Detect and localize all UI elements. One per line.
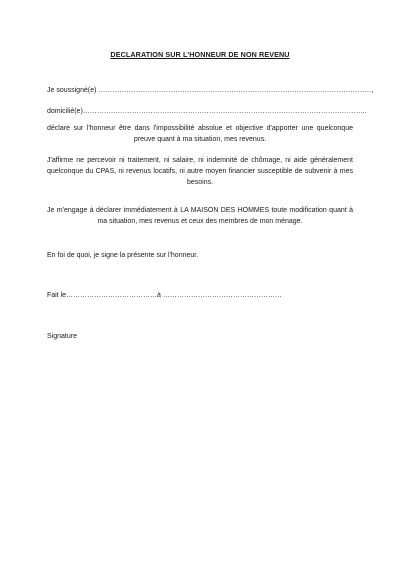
declaration-paragraph: déclare sur l'honneur être dans l'impossibilité absolue et objective d'apporter une quelconque preuve quant à ma situation, mes revenus. — [47, 125, 353, 143]
foi-paragraph: En foi de quoi, je signe la présente sur l'honneur. — [47, 252, 199, 259]
domicilie-line: domicilié(e)………………………………………………………………………………………………………….. — [47, 108, 367, 115]
fait-le-line: Fait le…………………………………à …………………………………………… — [47, 292, 282, 299]
signature-label: Signature — [47, 333, 77, 340]
engagement-paragraph: Je m'engage à déclarer immédiatement à LA MAISON DES HOMMES toute modification quant à ma situation, mes revenus et ceux des membres de mon ménage. — [47, 207, 353, 225]
document-title: DECLARATION SUR L'HONNEUR DE NON REVENU — [110, 50, 290, 59]
soussigne-line: Je soussigné(e) ………………………………………………………………………………………………………, — [47, 87, 374, 94]
affirmation-paragraph: J'affirme ne percevoir ni traitement, ni salaire, ni indemnité de chômage, ni aide généralement quelconque du CPAS, ni revenus locatifs, ni autre moyen financier susceptible de subvenir à mes besoins. — [47, 157, 353, 186]
